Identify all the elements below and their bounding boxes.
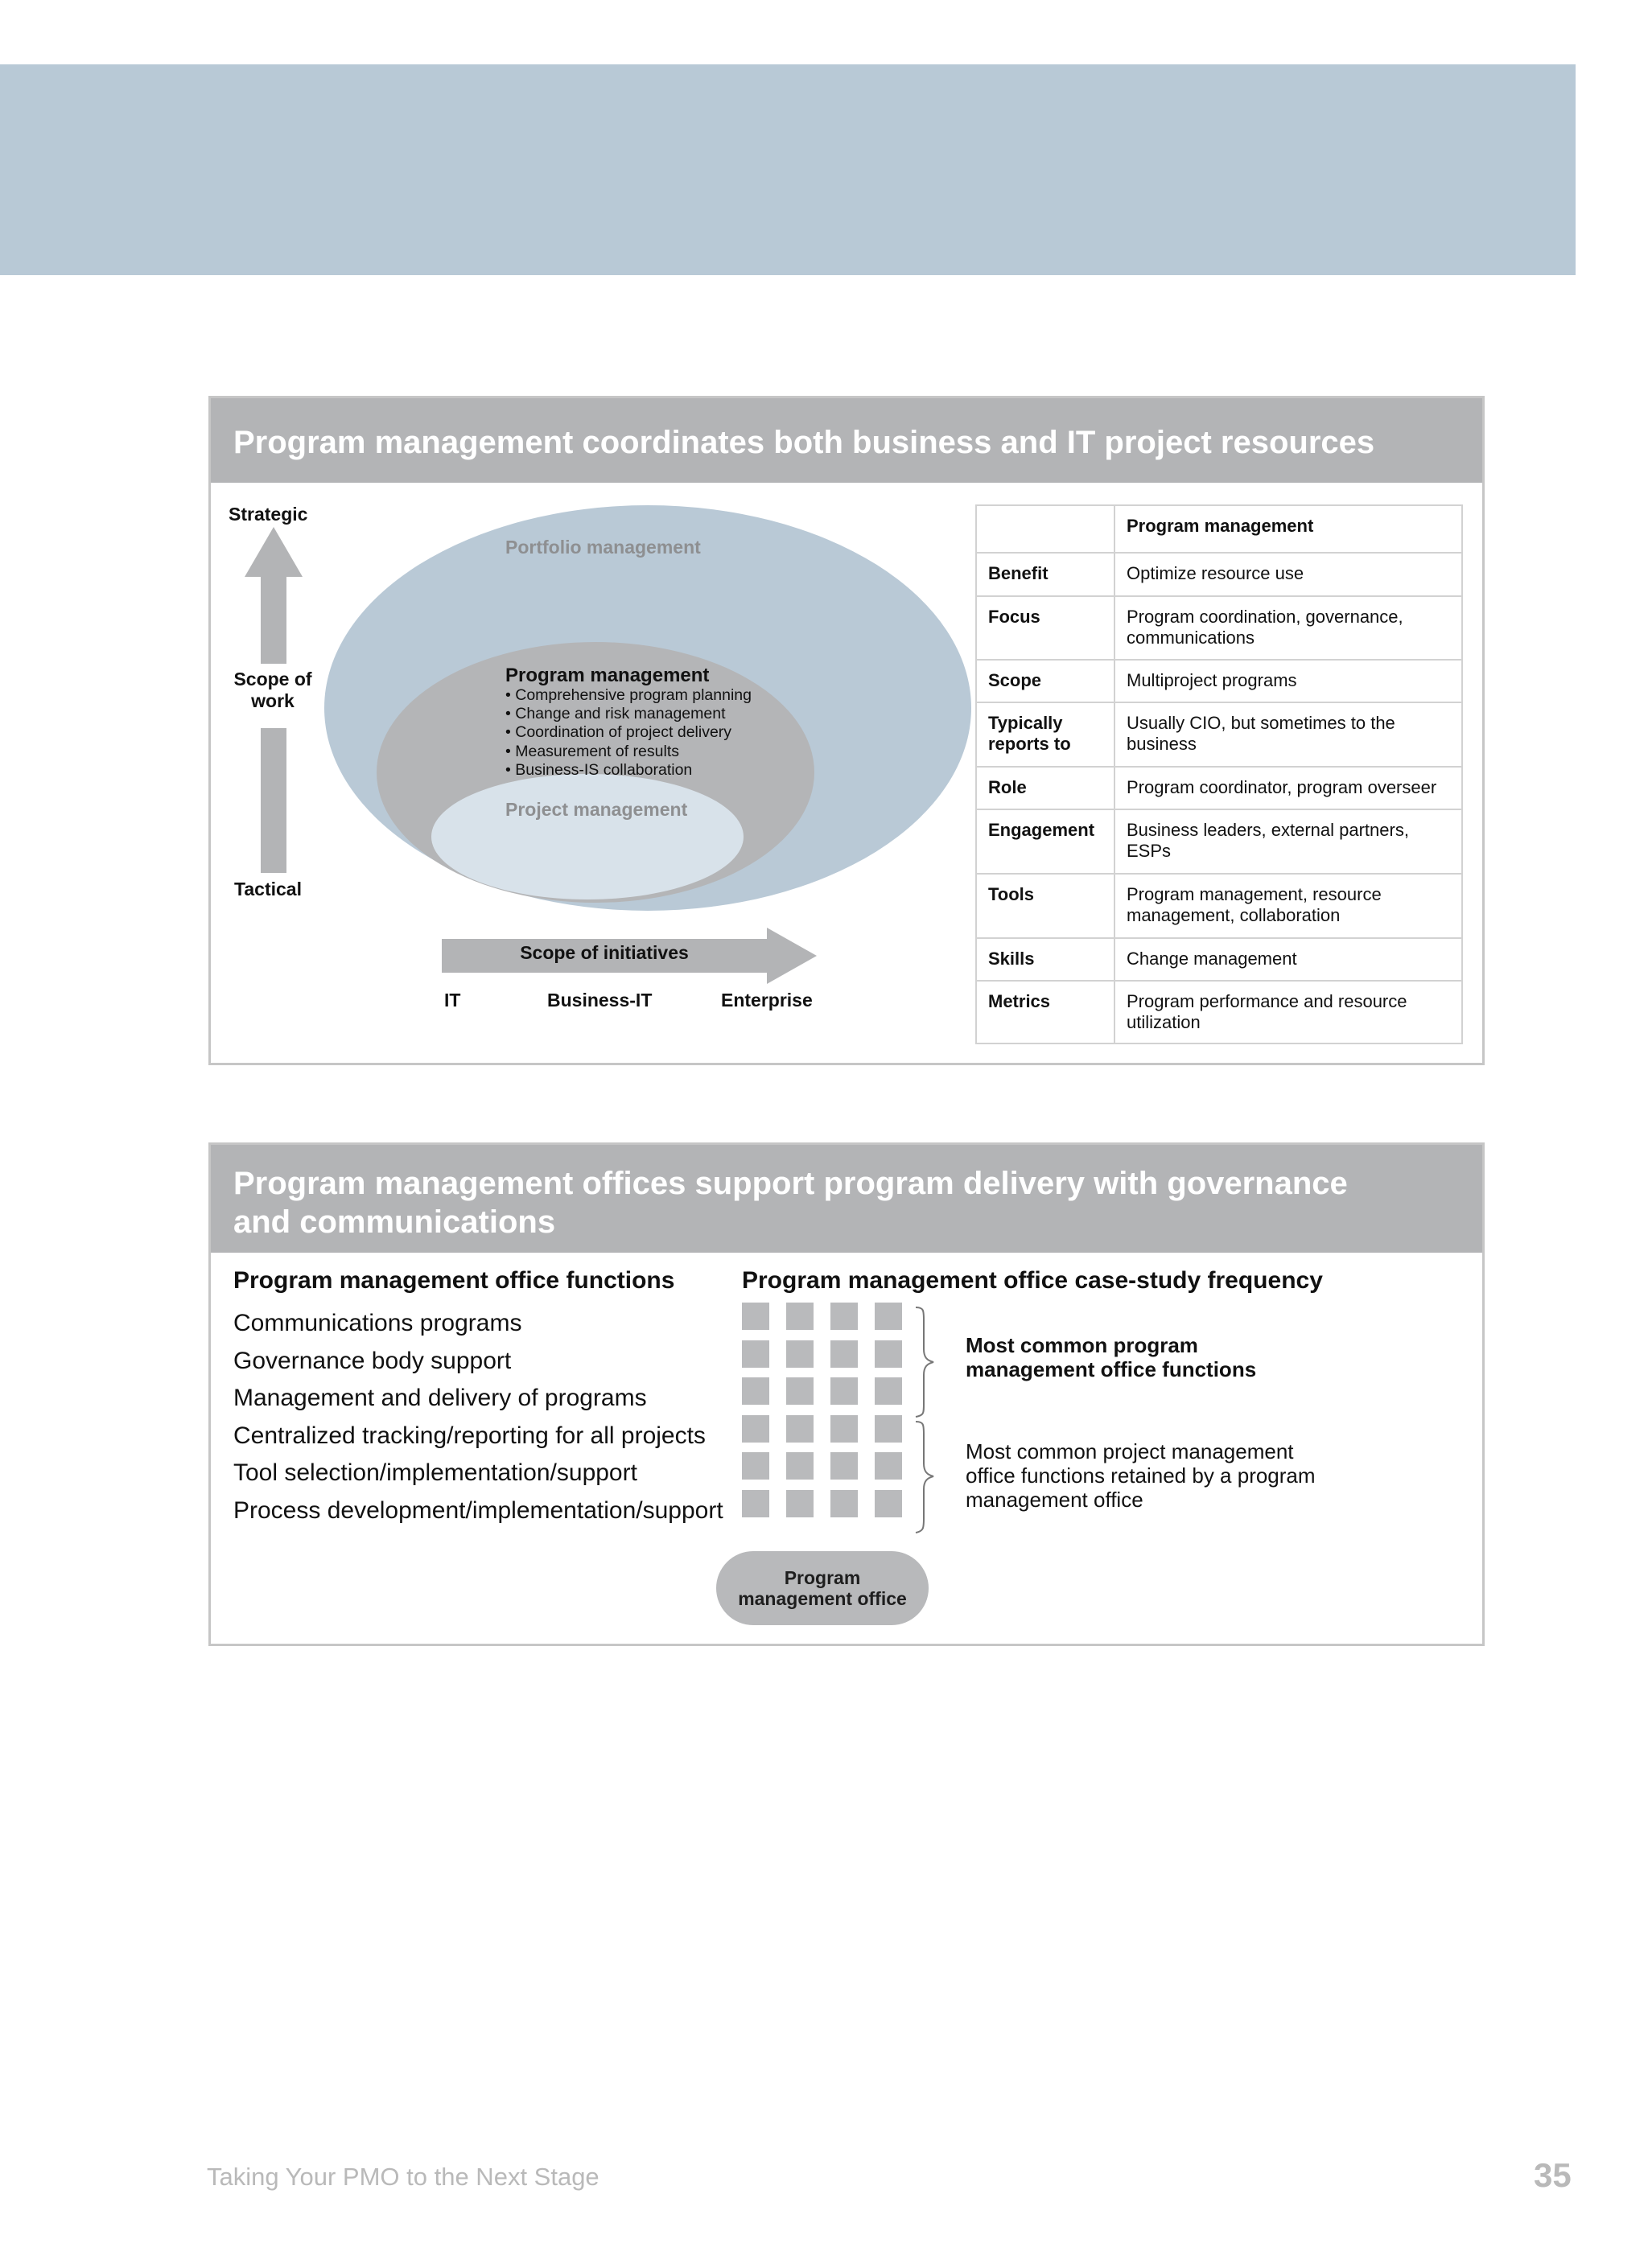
axis-it: IT	[444, 990, 461, 1011]
note-line: management office	[966, 1488, 1143, 1512]
note-project-functions-retained	[966, 1439, 1316, 1512]
functions-list	[233, 1309, 723, 1534]
panel2-title-line1: Program management offices support program delivery with governance	[233, 1166, 1348, 1201]
table-corner	[976, 505, 1114, 553]
frequency-square	[830, 1415, 858, 1443]
row-key: Typically reports to	[976, 702, 1114, 767]
scope-of-initiatives-label: Scope of initiatives	[520, 942, 689, 963]
row-value: Multiproject programs	[1114, 660, 1462, 702]
table-row	[976, 702, 1462, 767]
table-row	[976, 660, 1462, 702]
frequency-square	[742, 1452, 769, 1480]
row-key: Focus	[976, 596, 1114, 660]
table-row	[976, 981, 1462, 1043]
panel2-title	[211, 1145, 1482, 1253]
note-line: Most common program	[966, 1333, 1198, 1357]
panel2-title-line2: and communications	[233, 1204, 556, 1240]
frequency-title: Program management office case-study frequency	[742, 1267, 1323, 1294]
frequency-square	[875, 1340, 902, 1368]
list-item: Management and delivery of programs	[233, 1385, 647, 1412]
row-value: Optimize resource use	[1114, 553, 1462, 596]
bullet-item: • Change and risk management	[505, 705, 726, 723]
frequency-square	[875, 1303, 902, 1330]
frequency-square	[830, 1340, 858, 1368]
row-value: Business leaders, external partners, ESPs	[1114, 809, 1462, 874]
list-item: Tool selection/implementation/support	[233, 1459, 637, 1487]
brace-icon	[916, 1422, 933, 1533]
frequency-square	[830, 1490, 858, 1517]
note-line: office functions retained by a program	[966, 1463, 1316, 1488]
bullet-item: • Measurement of results	[505, 742, 679, 760]
frequency-square	[875, 1415, 902, 1443]
frequency-square	[742, 1490, 769, 1517]
frequency-square	[742, 1303, 769, 1330]
axis-enterprise: Enterprise	[721, 990, 813, 1011]
table-header: Program management	[1114, 505, 1462, 553]
frequency-square	[830, 1452, 858, 1480]
frequency-square	[875, 1377, 902, 1405]
program-management-panel	[208, 396, 1485, 1065]
list-item: Governance body support	[233, 1347, 512, 1374]
portfolio-label: Portfolio management	[505, 537, 701, 558]
up-arrow	[245, 527, 303, 664]
panel1-title: Program management coordinates both business and IT project resources	[211, 398, 1482, 483]
program-label: Program management	[505, 665, 710, 686]
table-row	[976, 809, 1462, 874]
brace-icons	[913, 1304, 941, 1537]
axis-scope-of-work: Scope of work	[233, 669, 312, 711]
table-row	[976, 553, 1462, 596]
note-common-program-functions	[966, 1333, 1256, 1381]
row-value: Program coordinator, program overseer	[1114, 767, 1462, 809]
bullet-item: • Business-IS collaboration	[505, 760, 693, 779]
arrow-shaft-lower	[261, 728, 286, 873]
frequency-square	[786, 1303, 814, 1330]
table-header-row	[976, 505, 1462, 553]
axis-strategic: Strategic	[229, 504, 308, 525]
frequency-square	[742, 1377, 769, 1405]
row-key: Scope	[976, 660, 1114, 702]
frequency-square	[786, 1415, 814, 1443]
bullet-item: • Comprehensive program planning	[505, 686, 752, 704]
row-key: Benefit	[976, 553, 1114, 596]
top-banner	[0, 64, 1576, 275]
frequency-square	[875, 1452, 902, 1480]
row-value: Usually CIO, but sometimes to the business	[1114, 702, 1462, 767]
row-key: Role	[976, 767, 1114, 809]
pmo-line: Program	[784, 1567, 861, 1588]
frequency-square	[742, 1415, 769, 1443]
row-key: Skills	[976, 938, 1114, 981]
table-row	[976, 767, 1462, 809]
frequency-square	[830, 1377, 858, 1405]
functions-title: Program management office functions	[233, 1267, 675, 1294]
frequency-square	[786, 1490, 814, 1517]
project-ellipse	[431, 774, 744, 899]
axis-business-it: Business-IT	[547, 990, 653, 1011]
note-line: Most common project management	[966, 1439, 1294, 1463]
list-item: Process development/implementation/support	[233, 1496, 723, 1524]
table-row	[976, 596, 1462, 660]
table-row	[976, 938, 1462, 981]
list-item: Centralized tracking/reporting for all projects	[233, 1422, 706, 1449]
frequency-square	[742, 1340, 769, 1368]
brace-icon	[916, 1307, 933, 1417]
pmo-line: management office	[738, 1588, 907, 1609]
bullet-item: • Coordination of project delivery	[505, 723, 732, 742]
page-number: 35	[1534, 2156, 1572, 2194]
footer-title: Taking Your PMO to the Next Stage	[207, 2163, 599, 2191]
list-item: Communications programs	[233, 1310, 522, 1336]
table-row	[976, 874, 1462, 938]
program-bullets	[505, 686, 752, 780]
frequency-square	[786, 1452, 814, 1480]
project-label: Project management	[505, 799, 688, 820]
row-key: Tools	[976, 874, 1114, 938]
program-management-table	[975, 504, 1463, 1044]
row-value: Change management	[1114, 938, 1462, 981]
frequency-square	[786, 1377, 814, 1405]
row-value: Program coordination, governance, communications	[1114, 596, 1462, 660]
frequency-square	[830, 1303, 858, 1330]
pmo-functions-panel	[208, 1142, 1485, 1646]
frequency-square	[786, 1340, 814, 1368]
row-key: Engagement	[976, 809, 1114, 874]
row-value: Program management, resource management, collaboration	[1114, 874, 1462, 938]
row-key: Metrics	[976, 981, 1114, 1043]
frequency-square	[875, 1490, 902, 1517]
row-value: Program performance and resource utilization	[1114, 981, 1462, 1043]
note-line: management office functions	[966, 1357, 1257, 1381]
axis-tactical: Tactical	[234, 879, 302, 899]
pmo-badge	[716, 1551, 929, 1625]
